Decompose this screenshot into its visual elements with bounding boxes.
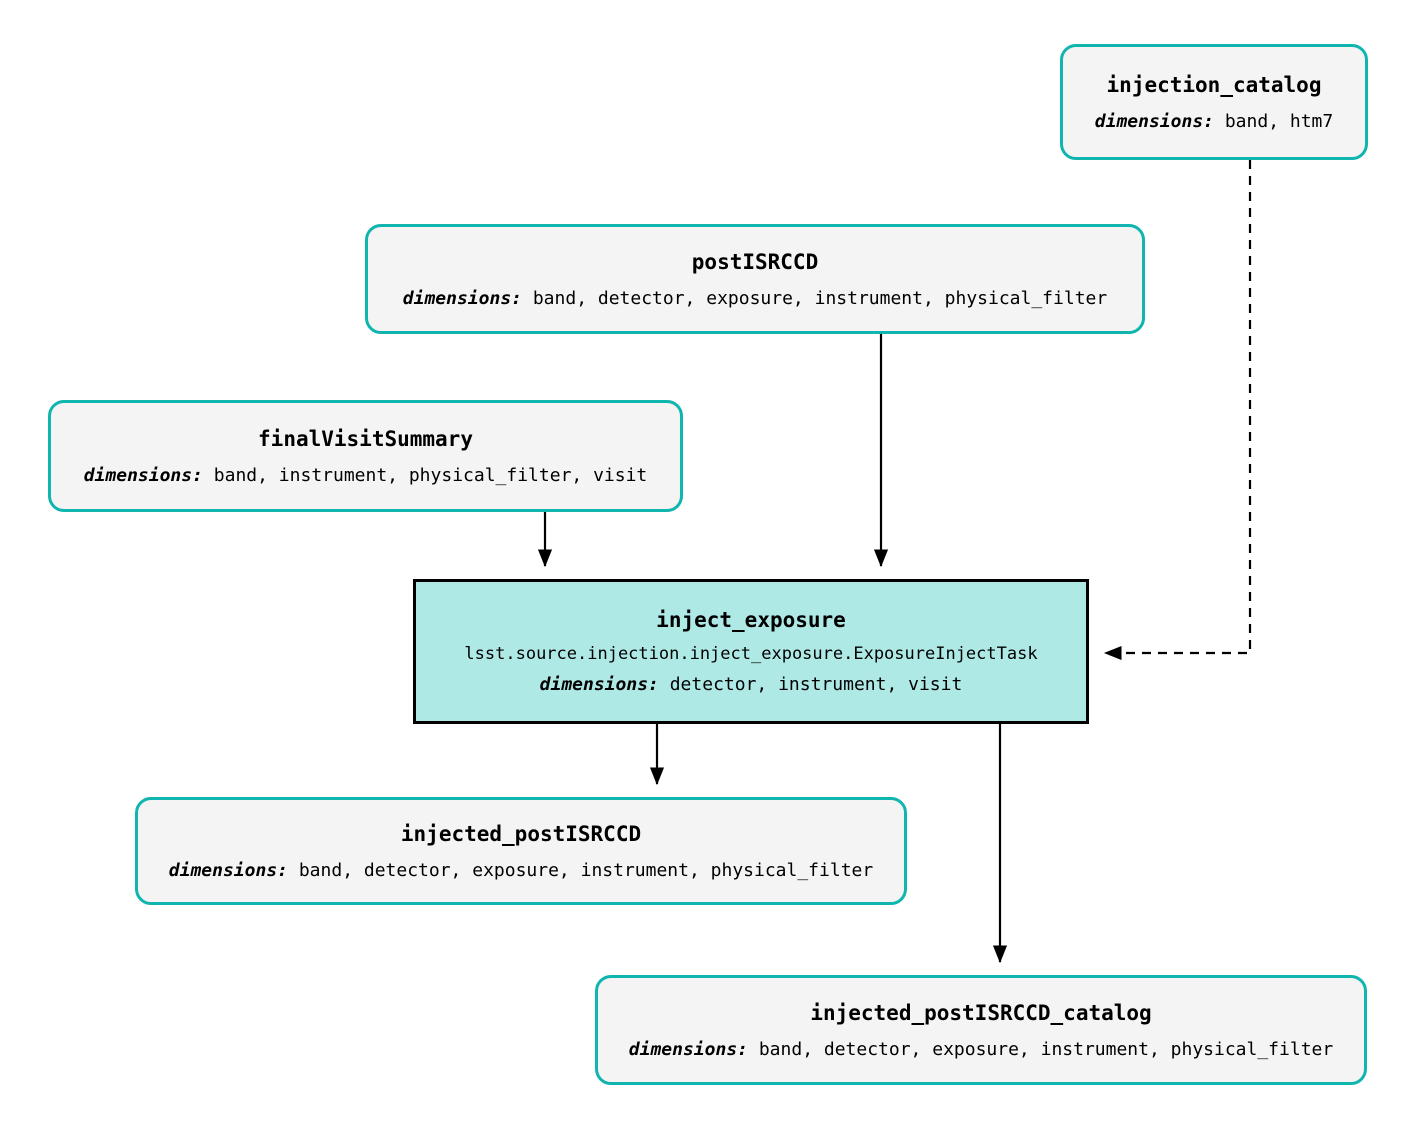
node-dimensions: [403, 288, 1107, 309]
node-title: injection_catalog: [1106, 72, 1322, 97]
dimensions-value: band, detector, exposure, instrument, physical_filter: [532, 287, 1108, 309]
dimensions-label: dimensions:: [402, 287, 522, 309]
node-finalvisitsummary[interactable]: [48, 400, 683, 512]
node-dimensions: [84, 465, 648, 486]
dimensions-label: dimensions:: [168, 859, 288, 881]
node-dimensions: [1095, 111, 1333, 132]
node-title: injected_postISRCCD: [400, 821, 642, 846]
dimensions-value: band, htm7: [1224, 110, 1334, 132]
node-dimensions: [629, 1039, 1333, 1060]
node-inject-exposure[interactable]: [413, 579, 1089, 724]
node-title: postISRCCD: [691, 249, 819, 274]
node-task-class: lsst.source.injection.inject_exposure.ExposureInjectTask: [464, 644, 1038, 664]
node-injection-catalog[interactable]: [1060, 44, 1368, 160]
node-title: inject_exposure: [656, 608, 846, 632]
node-injected-postisrccd[interactable]: [135, 797, 907, 905]
dimensions-value: detector, instrument, visit: [669, 674, 963, 695]
dimensions-value: band, detector, exposure, instrument, physical_filter: [298, 859, 874, 881]
node-title: injected_postISRCCD_catalog: [810, 1000, 1152, 1025]
dimensions-value: band, detector, exposure, instrument, physical_filter: [758, 1038, 1334, 1060]
dimensions-label: dimensions:: [1094, 110, 1214, 132]
node-title: finalVisitSummary: [258, 426, 473, 451]
node-postisrccd[interactable]: [365, 224, 1145, 334]
dimensions-label: dimensions:: [539, 674, 659, 695]
node-dimensions: [540, 674, 963, 695]
node-injected-postisrccd-catalog[interactable]: [595, 975, 1367, 1085]
dimensions-label: dimensions:: [628, 1038, 748, 1060]
dimensions-value: band, instrument, physical_filter, visit: [213, 464, 648, 486]
dimensions-label: dimensions:: [83, 464, 203, 486]
node-dimensions: [169, 860, 873, 881]
